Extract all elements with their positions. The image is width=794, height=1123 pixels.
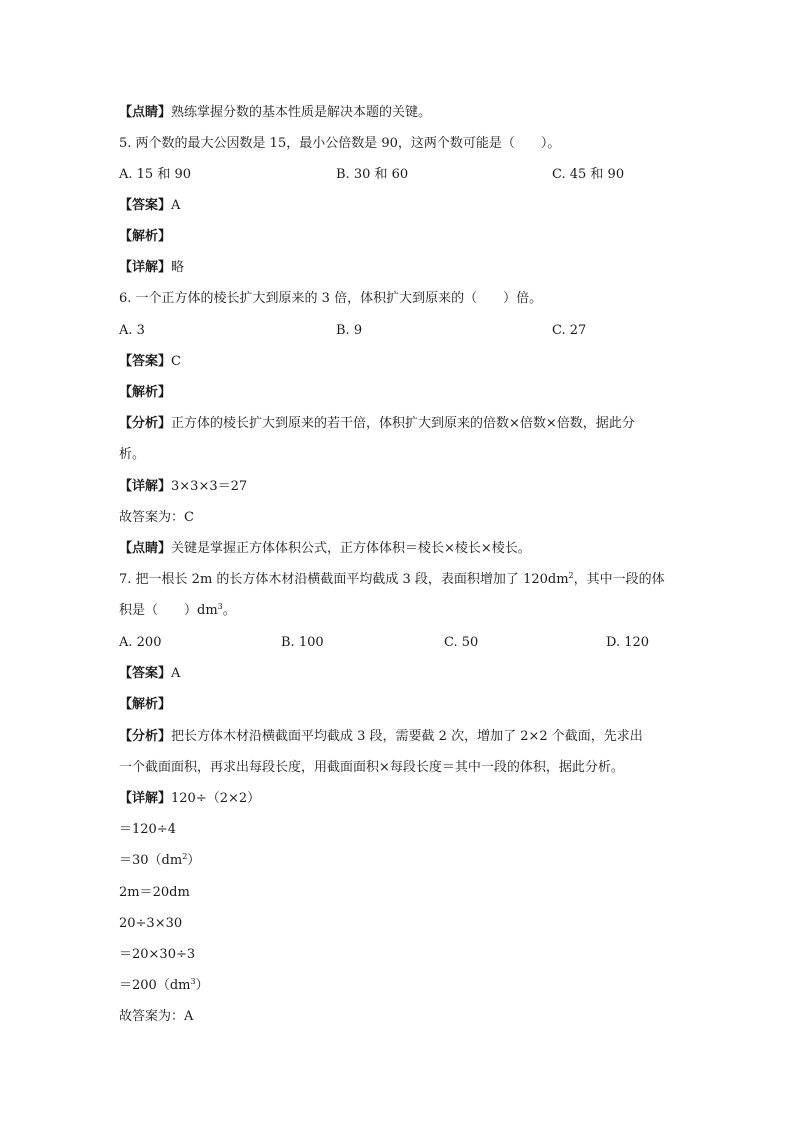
q5-option-c: C. 45 和 90 bbox=[552, 167, 625, 182]
q7-fenxi-line2: 一个截面面积，再求出每段长度，用截面面积×每段长度＝其中一段的体积，据此分析。 bbox=[119, 760, 624, 775]
dianjing-tag: 【点睛】 bbox=[119, 105, 172, 120]
xiangjie-tag: 【详解】 bbox=[119, 479, 172, 494]
q7-step-2: ＝120÷4 bbox=[119, 822, 176, 837]
q7-stem-sup: 2 bbox=[568, 571, 574, 580]
q7-step-3 bbox=[119, 852, 200, 870]
step-sup: 2 bbox=[182, 852, 188, 861]
q5-answer-line bbox=[119, 197, 180, 215]
xiangjie-tag: 【详解】 bbox=[119, 791, 172, 806]
q7-answer-line bbox=[119, 665, 180, 683]
fenxi-text: 把长方体木材沿横截面平均截成 3 段，需要截 2 次，增加了 2×2 个截面，先求出 bbox=[171, 729, 643, 744]
q7-option-b: B. 100 bbox=[281, 635, 324, 650]
q6-answer-line bbox=[119, 353, 181, 371]
q7-stem-part: 积是（ ）dm bbox=[119, 603, 218, 618]
q7-xiangjie-line bbox=[119, 790, 260, 808]
q7-option-a: A. 200 bbox=[119, 635, 162, 650]
q6-option-b: B. 9 bbox=[336, 323, 363, 338]
answer-tag: 【答案】 bbox=[119, 666, 172, 681]
q7-fenxi-line1 bbox=[119, 728, 643, 746]
xiangjie-text: 3×3×3＝27 bbox=[171, 479, 248, 494]
q7-stem-part: 。 bbox=[222, 603, 236, 618]
q7-step-7 bbox=[119, 977, 209, 995]
q5-jiexi-tag: 【解析】 bbox=[119, 229, 172, 244]
fenxi-tag: 【分析】 bbox=[119, 416, 172, 431]
q7-step-6: ＝20×30÷3 bbox=[119, 947, 196, 962]
q7-stem-sup: 3 bbox=[217, 602, 223, 611]
answer-value: A bbox=[171, 666, 181, 681]
dianjing-text: 关键是掌握正方体体积公式，正方体体积＝棱长×棱长×棱长。 bbox=[171, 541, 531, 556]
q6-jiexi-tag: 【解析】 bbox=[119, 385, 172, 400]
answer-tag: 【答案】 bbox=[119, 198, 172, 213]
xiangjie-text: 120÷（2×2） bbox=[171, 791, 261, 806]
dianjing-tag: 【点睛】 bbox=[119, 541, 172, 556]
q5-option-b: B. 30 和 60 bbox=[336, 167, 409, 182]
q7-conclusion: 故答案为：A bbox=[119, 1009, 194, 1024]
q6-stem: 6. 一个正方体的棱长扩大到原来的 3 倍，体积扩大到原来的（ ）倍。 bbox=[119, 291, 543, 306]
answer-value: C bbox=[171, 354, 181, 369]
dianjing-text: 熟练掌握分数的基本性质是解决本题的关键。 bbox=[171, 105, 432, 120]
q6-fenxi-line2: 析。 bbox=[119, 447, 146, 462]
xiangjie-tag: 【详解】 bbox=[119, 260, 172, 275]
q7-stem-part: 7. 把一根长 2m 的长方体木材沿横截面平均截成 3 段，表面积增加了 120dm bbox=[119, 572, 569, 587]
q6-option-a: A. 3 bbox=[119, 323, 145, 338]
q6-fenxi-line1 bbox=[119, 415, 635, 433]
q7-step-4: 2m＝20dm bbox=[119, 885, 190, 900]
step-part: ） bbox=[187, 853, 201, 868]
q7-jiexi-tag: 【解析】 bbox=[119, 697, 172, 712]
fenxi-tag: 【分析】 bbox=[119, 729, 172, 744]
q6-option-c: C. 27 bbox=[552, 323, 587, 338]
q7-option-d: D. 120 bbox=[606, 635, 650, 650]
q5-option-a: A. 15 和 90 bbox=[119, 167, 192, 182]
answer-tag: 【答案】 bbox=[119, 354, 172, 369]
step-sup: 3 bbox=[190, 977, 196, 986]
q7-stem-line2 bbox=[119, 602, 236, 620]
step-part: ＝200（dm bbox=[119, 978, 191, 993]
q5-stem: 5. 两个数的最大公因数是 15，最小公倍数是 90，这两个数可能是（ ）。 bbox=[119, 136, 561, 151]
q6-xiangjie-line bbox=[119, 478, 247, 496]
q7-stem-part: ，其中一段的体 bbox=[573, 572, 665, 587]
xiangjie-text: 略 bbox=[171, 260, 185, 275]
q4-dianjing-line bbox=[119, 104, 431, 122]
step-part: ＝30（dm bbox=[119, 853, 183, 868]
fenxi-text: 正方体的棱长扩大到原来的若干倍，体积扩大到原来的倍数×倍数×倍数，据此分 bbox=[171, 416, 635, 431]
step-part: ） bbox=[195, 978, 209, 993]
q7-step-5: 20÷3×30 bbox=[119, 916, 183, 931]
q6-conclusion: 故答案为：C bbox=[119, 510, 194, 525]
answer-value: A bbox=[171, 198, 181, 213]
q6-dianjing-line bbox=[119, 540, 531, 558]
q7-option-c: C. 50 bbox=[444, 635, 479, 650]
q7-stem-line1 bbox=[119, 571, 665, 589]
q5-xiangjie-line bbox=[119, 259, 184, 277]
